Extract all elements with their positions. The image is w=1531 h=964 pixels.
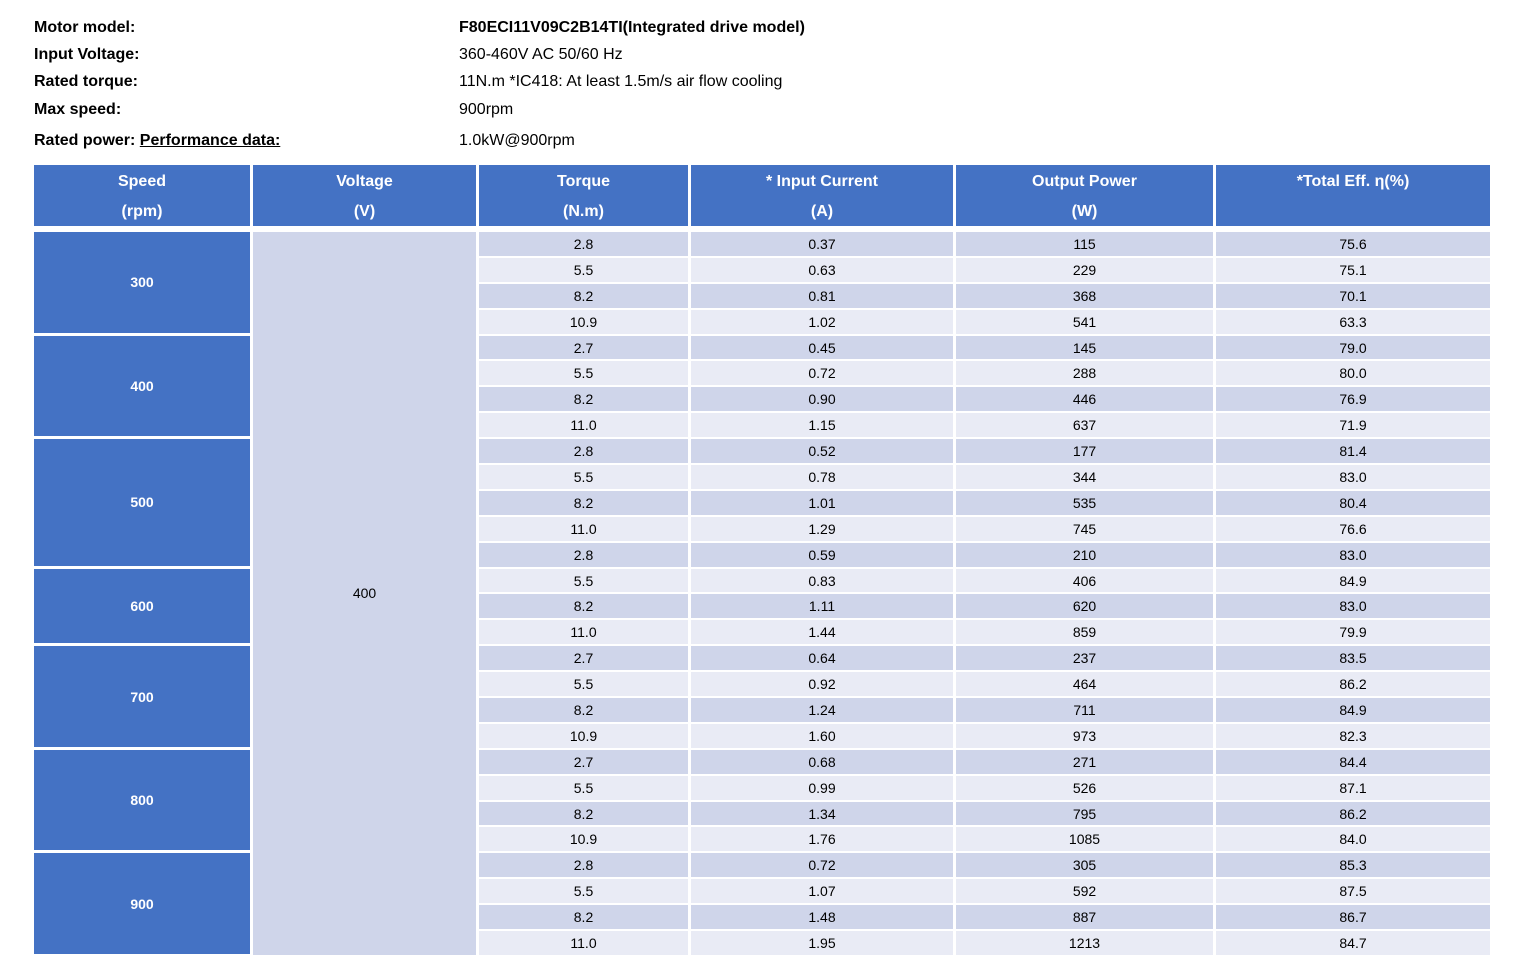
efficiency-cell: 80.4 <box>1216 491 1490 517</box>
efficiency-cell: 83.0 <box>1216 465 1490 491</box>
header-row <box>34 165 1490 232</box>
output-power-cell: 711 <box>956 698 1216 724</box>
torque-cell: 5.5 <box>479 465 691 491</box>
spec-label: Rated torque: <box>34 73 138 90</box>
efficiency-cell: 84.0 <box>1216 827 1490 853</box>
column-header-title: Voltage <box>336 173 393 190</box>
spec-value: F80ECI11V09C2B14TI(Integrated drive model) <box>459 19 805 36</box>
table-body <box>34 232 1490 957</box>
torque-cell: 5.5 <box>479 879 691 905</box>
current-cell: 0.52 <box>691 439 956 465</box>
torque-cell: 8.2 <box>479 698 691 724</box>
output-power-cell: 464 <box>956 672 1216 698</box>
current-cell: 0.45 <box>691 336 956 362</box>
torque-cell: 10.9 <box>479 724 691 750</box>
table-row <box>34 853 1490 879</box>
current-cell: 0.63 <box>691 258 956 284</box>
current-cell: 0.92 <box>691 672 956 698</box>
torque-cell: 2.7 <box>479 336 691 362</box>
current-cell: 1.01 <box>691 491 956 517</box>
column-header-unit: (W) <box>1071 203 1098 220</box>
torque-cell: 10.9 <box>479 310 691 336</box>
column-header <box>691 165 956 232</box>
current-cell: 1.95 <box>691 931 956 957</box>
table-row <box>34 569 1490 595</box>
output-power-cell: 237 <box>956 646 1216 672</box>
current-cell: 1.60 <box>691 724 956 750</box>
speed-cell: 800 <box>34 750 253 854</box>
efficiency-cell: 71.9 <box>1216 413 1490 439</box>
column-header-title: * Input Current <box>766 173 878 190</box>
efficiency-cell: 85.3 <box>1216 853 1490 879</box>
output-power-cell: 305 <box>956 853 1216 879</box>
output-power-cell: 177 <box>956 439 1216 465</box>
output-power-cell: 526 <box>956 776 1216 802</box>
torque-cell: 11.0 <box>479 620 691 646</box>
current-cell: 0.83 <box>691 569 956 595</box>
table-row <box>34 646 1490 672</box>
voltage-cell: 400 <box>253 232 479 957</box>
output-power-cell: 115 <box>956 232 1216 258</box>
spec-label: Motor model: <box>34 19 136 36</box>
current-cell: 1.76 <box>691 827 956 853</box>
column-header-title: Speed <box>117 173 166 190</box>
column-header <box>1216 165 1490 232</box>
efficiency-cell: 80.0 <box>1216 361 1490 387</box>
efficiency-cell: 82.3 <box>1216 724 1490 750</box>
current-cell: 0.37 <box>691 232 956 258</box>
spec-value: 900rpm <box>459 101 514 118</box>
efficiency-cell: 79.9 <box>1216 620 1490 646</box>
column-header <box>34 165 253 232</box>
current-cell: 0.78 <box>691 465 956 491</box>
efficiency-cell: 87.1 <box>1216 776 1490 802</box>
speed-cell: 700 <box>34 646 253 750</box>
torque-cell: 8.2 <box>479 387 691 413</box>
output-power-cell: 541 <box>956 310 1216 336</box>
speed-cell: 300 <box>34 232 253 336</box>
column-header-title: *Total Eff. η(%) <box>1296 173 1410 190</box>
current-cell: 1.48 <box>691 905 956 931</box>
torque-cell: 5.5 <box>479 569 691 595</box>
rated-power-label: Rated power: <box>34 132 136 149</box>
speed-cell: 600 <box>34 569 253 647</box>
column-header-title: Output Power <box>1032 173 1137 190</box>
output-power-cell: 288 <box>956 361 1216 387</box>
efficiency-cell: 84.7 <box>1216 931 1490 957</box>
torque-cell: 2.8 <box>479 232 691 258</box>
table-header <box>34 165 1490 232</box>
current-cell: 0.90 <box>691 387 956 413</box>
column-header <box>956 165 1216 232</box>
spec-label: Max speed: <box>34 101 122 118</box>
efficiency-cell: 84.9 <box>1216 569 1490 595</box>
torque-cell: 8.2 <box>479 284 691 310</box>
current-cell: 1.24 <box>691 698 956 724</box>
current-cell: 1.44 <box>691 620 956 646</box>
output-power-cell: 535 <box>956 491 1216 517</box>
output-power-cell: 446 <box>956 387 1216 413</box>
output-power-cell: 795 <box>956 802 1216 828</box>
efficiency-cell: 86.7 <box>1216 905 1490 931</box>
efficiency-cell: 87.5 <box>1216 879 1490 905</box>
efficiency-cell: 81.4 <box>1216 439 1490 465</box>
spec-value: 11N.m *IC418: At least 1.5m/s air flow cooling <box>459 73 783 90</box>
output-power-cell: 271 <box>956 750 1216 776</box>
current-cell: 1.34 <box>691 802 956 828</box>
current-cell: 1.02 <box>691 310 956 336</box>
efficiency-cell: 83.0 <box>1216 543 1490 569</box>
torque-cell: 5.5 <box>479 258 691 284</box>
table-row <box>34 750 1490 776</box>
current-cell: 0.72 <box>691 853 956 879</box>
efficiency-cell: 63.3 <box>1216 310 1490 336</box>
torque-cell: 8.2 <box>479 905 691 931</box>
output-power-cell: 1213 <box>956 931 1216 957</box>
table-row <box>34 336 1490 362</box>
efficiency-cell: 84.4 <box>1216 750 1490 776</box>
current-cell: 0.59 <box>691 543 956 569</box>
output-power-cell: 406 <box>956 569 1216 595</box>
torque-cell: 2.7 <box>479 750 691 776</box>
efficiency-cell: 86.2 <box>1216 802 1490 828</box>
column-header-unit: (rpm) <box>121 203 163 220</box>
current-cell: 0.72 <box>691 361 956 387</box>
output-power-cell: 887 <box>956 905 1216 931</box>
efficiency-cell: 79.0 <box>1216 336 1490 362</box>
column-header-title: Torque <box>556 173 611 190</box>
speed-cell: 500 <box>34 439 253 568</box>
column-header-unit: (V) <box>353 203 376 220</box>
output-power-cell: 745 <box>956 517 1216 543</box>
torque-cell: 11.0 <box>479 517 691 543</box>
efficiency-cell: 83.0 <box>1216 594 1490 620</box>
output-power-cell: 973 <box>956 724 1216 750</box>
spec-label: Input Voltage: <box>34 46 140 63</box>
current-cell: 1.07 <box>691 879 956 905</box>
torque-cell: 5.5 <box>479 672 691 698</box>
output-power-cell: 1085 <box>956 827 1216 853</box>
torque-cell: 5.5 <box>479 776 691 802</box>
torque-cell: 8.2 <box>479 594 691 620</box>
current-cell: 1.29 <box>691 517 956 543</box>
torque-cell: 2.8 <box>479 439 691 465</box>
spec-label <box>34 129 280 153</box>
efficiency-cell: 75.6 <box>1216 232 1490 258</box>
current-cell: 0.99 <box>691 776 956 802</box>
column-header <box>253 165 479 232</box>
spec-value: 360-460V AC 50/60 Hz <box>459 46 623 63</box>
output-power-cell: 620 <box>956 594 1216 620</box>
torque-cell: 11.0 <box>479 931 691 957</box>
torque-cell: 10.9 <box>479 827 691 853</box>
efficiency-cell: 84.9 <box>1216 698 1490 724</box>
output-power-cell: 344 <box>956 465 1216 491</box>
output-power-cell: 210 <box>956 543 1216 569</box>
torque-cell: 11.0 <box>479 413 691 439</box>
output-power-cell: 145 <box>956 336 1216 362</box>
current-cell: 0.64 <box>691 646 956 672</box>
current-cell: 1.11 <box>691 594 956 620</box>
efficiency-cell: 76.9 <box>1216 387 1490 413</box>
current-cell: 1.15 <box>691 413 956 439</box>
efficiency-cell: 76.6 <box>1216 517 1490 543</box>
output-power-cell: 637 <box>956 413 1216 439</box>
current-cell: 0.81 <box>691 284 956 310</box>
column-header-unit: (N.m) <box>563 203 604 220</box>
efficiency-cell: 86.2 <box>1216 672 1490 698</box>
performance-data-link[interactable]: Performance data: <box>139 132 281 149</box>
output-power-cell: 592 <box>956 879 1216 905</box>
column-header <box>479 165 691 232</box>
torque-cell: 5.5 <box>479 361 691 387</box>
table-row <box>34 439 1490 465</box>
spec-value: 1.0kW@900rpm <box>459 132 575 149</box>
speed-cell: 900 <box>34 853 253 957</box>
table-row <box>34 232 1490 258</box>
efficiency-cell: 70.1 <box>1216 284 1490 310</box>
efficiency-cell: 75.1 <box>1216 258 1490 284</box>
torque-cell: 8.2 <box>479 491 691 517</box>
output-power-cell: 368 <box>956 284 1216 310</box>
output-power-cell: 229 <box>956 258 1216 284</box>
efficiency-cell: 83.5 <box>1216 646 1490 672</box>
torque-cell: 2.8 <box>479 543 691 569</box>
speed-cell: 400 <box>34 336 253 440</box>
current-cell: 0.68 <box>691 750 956 776</box>
performance-table <box>34 165 1490 957</box>
column-header-unit: (A) <box>810 203 834 220</box>
output-power-cell: 859 <box>956 620 1216 646</box>
torque-cell: 2.7 <box>479 646 691 672</box>
torque-cell: 2.8 <box>479 853 691 879</box>
torque-cell: 8.2 <box>479 802 691 828</box>
